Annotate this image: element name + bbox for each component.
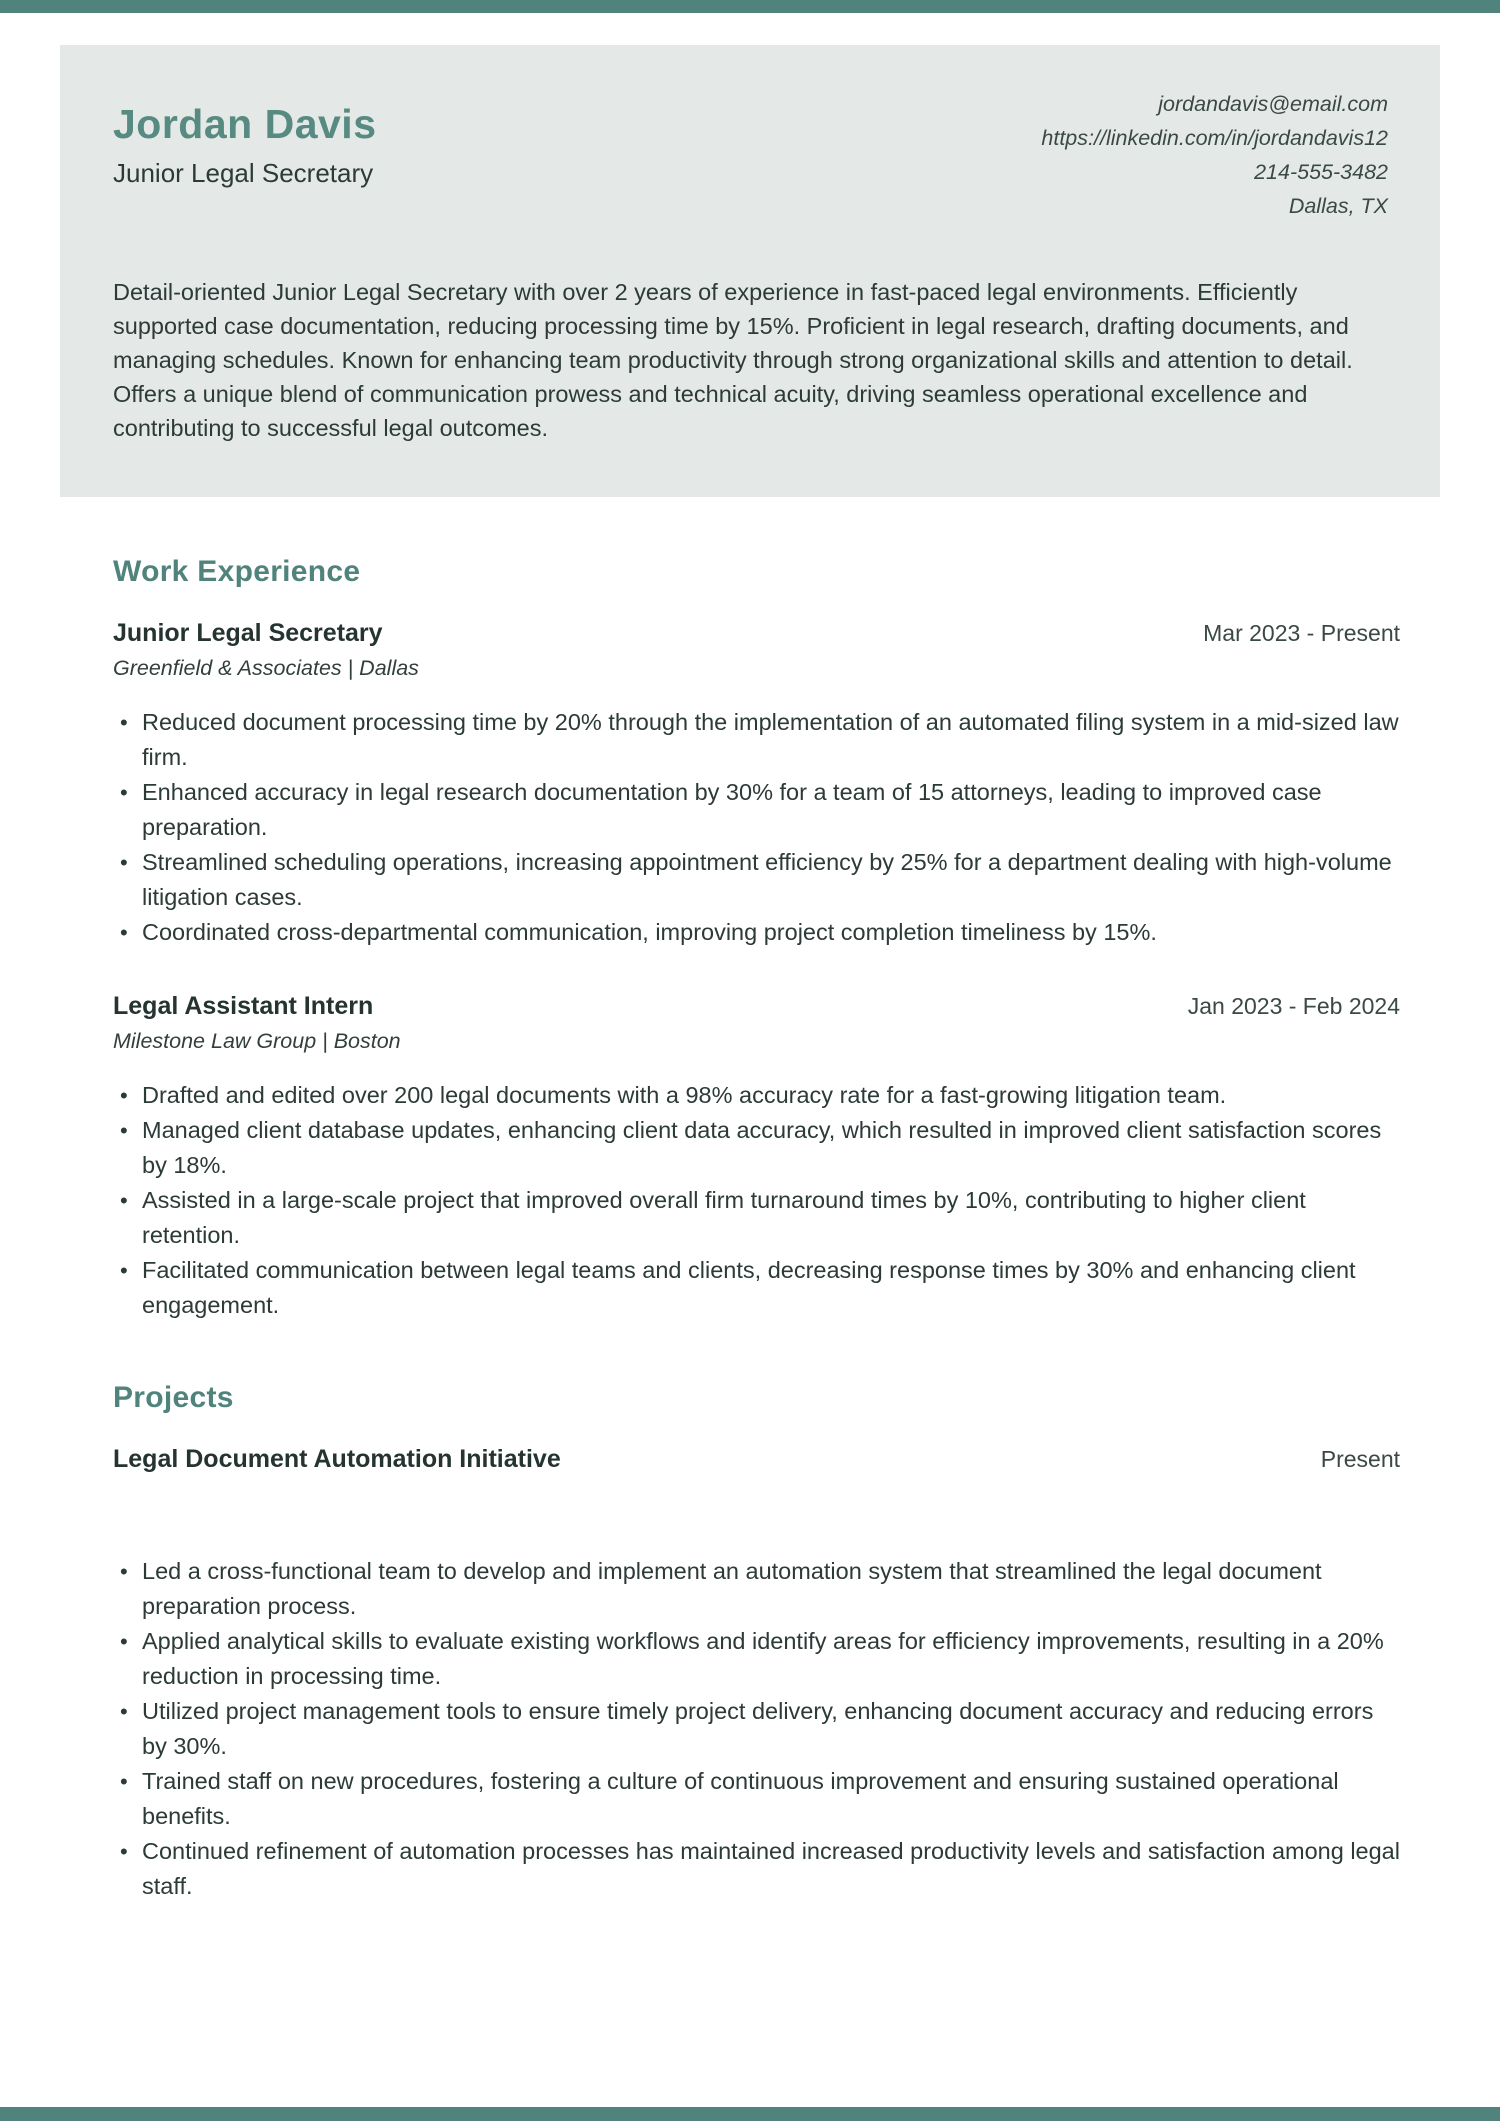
bullet-dot: • — [120, 920, 128, 945]
job-company-location: Milestone Law Group | Boston — [113, 1029, 401, 1053]
bullet-item: • Reduced document processing time by 20% through the implementation of an automated filing system in a mid-sized law firm. — [113, 705, 1400, 775]
work-entry-1 — [113, 619, 1400, 950]
section-heading-work-experience: Work Experience — [113, 555, 361, 588]
project-bullet-list — [113, 1554, 1400, 1904]
bullet-item: • Led a cross-functional team to develop and implement an automation system that streamlined the legal document preparation process. — [113, 1554, 1400, 1624]
professional-summary: Detail-oriented Junior Legal Secretary with over 2 years of experience in fast-paced legal environments. Efficiently supported case documentation, reducing processing time by 15%. Proficient in legal research, drafting documents, and managing schedules. Known for enhancing team productivity through strong organizational skills and attention to detail. Offers a unique blend of communication prowess and technical acuity, driving seamless operational excellence and contributing to successful legal outcomes. — [113, 279, 1353, 441]
contact-email: jordandavis@email.com — [1158, 92, 1388, 116]
contact-location: Dallas, TX — [1288, 194, 1388, 218]
bullet-dot: • — [120, 1629, 128, 1654]
bullet-dot: • — [120, 1083, 128, 1108]
bullet-item: • Facilitated communication between legal teams and clients, decreasing response times by 30% and enhancing client engagement. — [113, 1253, 1400, 1323]
candidate-name: Jordan Davis — [113, 101, 377, 147]
bullet-dot: • — [120, 710, 128, 735]
header-section — [60, 45, 1440, 497]
contact-linkedin-url: https://linkedin.com/in/jordandavis12 — [1041, 126, 1388, 150]
bullet-item: • Coordinated cross-departmental communication, improving project completion timeliness by 15%. — [113, 915, 1400, 950]
work-entry-2 — [113, 992, 1400, 1323]
bullet-dot: • — [120, 1839, 128, 1864]
bullet-dot: • — [120, 1188, 128, 1213]
contact-block — [1041, 87, 1388, 223]
bullet-dot: • — [120, 1118, 128, 1143]
job-date-range: Mar 2023 - Present — [1203, 620, 1400, 646]
job-bullet-list — [113, 705, 1400, 950]
job-date-range: Jan 2023 - Feb 2024 — [1187, 993, 1400, 1019]
bullet-dot: • — [120, 1699, 128, 1724]
candidate-job-title: Junior Legal Secretary — [113, 158, 374, 189]
bullet-dot: • — [120, 780, 128, 805]
bullet-item: • Applied analytical skills to evaluate existing workflows and identify areas for efficiency improvements, resulting in a 20% reduction in processing time. — [113, 1624, 1400, 1694]
job-title: Legal Assistant Intern — [113, 992, 374, 1020]
job-title: Junior Legal Secretary — [113, 619, 383, 647]
bullet-dot: • — [120, 1559, 128, 1584]
bullet-item: • Trained staff on new procedures, fostering a culture of continuous improvement and ensuring sustained operational benefits. — [113, 1764, 1400, 1834]
section-heading-projects: Projects — [113, 1381, 234, 1414]
bullet-item: • Managed client database updates, enhancing client data accuracy, which resulted in improved client satisfaction scores by 18%. — [113, 1113, 1400, 1183]
bullet-item: • Enhanced accuracy in legal research documentation by 30% for a team of 15 attorneys, leading to improved case preparation. — [113, 775, 1400, 845]
project-entry-1 — [113, 1445, 1400, 1904]
contact-phone: 214-555-3482 — [1254, 160, 1388, 184]
identity-block — [113, 87, 377, 189]
job-bullet-list — [113, 1078, 1400, 1323]
bullet-dot: • — [120, 1769, 128, 1794]
bullet-dot: • — [120, 1258, 128, 1283]
project-date: Present — [1320, 1446, 1400, 1472]
bottom-accent-bar — [0, 2107, 1500, 2121]
bullet-dot: • — [120, 850, 128, 875]
job-company-location: Greenfield & Associates | Dallas — [113, 656, 419, 680]
bullet-item: • Utilized project management tools to ensure timely project delivery, enhancing document accuracy and reducing errors by 30%. — [113, 1694, 1400, 1764]
bullet-item: • Assisted in a large-scale project that improved overall firm turnaround times by 10%, contributing to higher client retention. — [113, 1183, 1400, 1253]
resume-body — [113, 555, 1400, 1904]
bullet-item: • Continued refinement of automation processes has maintained increased productivity levels and satisfaction among legal staff. — [113, 1834, 1400, 1904]
top-accent-bar — [0, 0, 1500, 13]
bullet-item: • Drafted and edited over 200 legal documents with a 98% accuracy rate for a fast-growing litigation team. — [113, 1078, 1400, 1113]
project-title: Legal Document Automation Initiative — [113, 1445, 561, 1473]
bullet-item: • Streamlined scheduling operations, increasing appointment efficiency by 25% for a department dealing with high-volume litigation cases. — [113, 845, 1400, 915]
